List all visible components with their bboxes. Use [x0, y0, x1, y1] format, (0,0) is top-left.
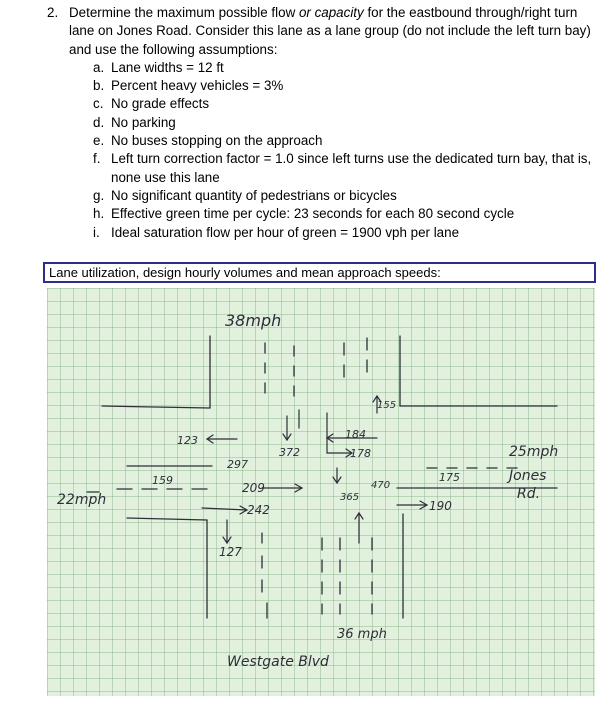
street-south: Westgate Blvd: [227, 654, 329, 670]
assumption-item: a. Lane widths = 12 ft: [93, 59, 224, 75]
volume-label: 372: [279, 446, 300, 459]
assumption-item: e. No buses stopping on the approach: [93, 133, 323, 149]
intersection-sketch: [47, 288, 595, 696]
volume-label: 123: [177, 434, 198, 447]
volume-label: 159: [152, 474, 173, 487]
assumption-item: f. Left turn correction factor = 1.0 since left turns use the dedicated turn bay, that is, none use this lane: [93, 151, 592, 185]
volume-label: 365: [340, 492, 360, 503]
volume-label: 127: [219, 545, 242, 559]
question-intro: [69, 4, 592, 59]
volume-label: 175: [439, 471, 460, 484]
street-east-line-1: Jones: [509, 468, 547, 484]
volume-label: 190: [429, 499, 452, 513]
volume-label: 155: [377, 400, 397, 411]
street-east-line-2: Rd.: [517, 486, 541, 502]
volume-label: 470: [371, 480, 391, 491]
volume-label: 297: [227, 458, 248, 471]
assumption-item: b. Percent heavy vehicles = 3%: [93, 78, 284, 94]
question-block: [47, 4, 592, 242]
speed-south: 36 mph: [337, 627, 387, 642]
intro-text-1: Determine the maximum possible flow: [69, 5, 299, 20]
assumption-list: [93, 59, 592, 242]
volume-label: 184: [345, 428, 366, 441]
assumption-item: i. Ideal saturation flow per hour of green = 1900 vph per lane: [93, 224, 460, 240]
volume-label: 242: [247, 503, 270, 517]
assumption-item: h. Effective green time per cycle: 23 seconds for each 80 second cycle: [93, 206, 515, 222]
assumption-item: d. No parking: [93, 114, 176, 130]
volume-label: 178: [350, 447, 371, 460]
assumption-item: g. No significant quantity of pedestrians or bicycles: [93, 187, 397, 203]
assumption-item: c. No grade effects: [93, 96, 210, 112]
question-number: 2.: [47, 5, 59, 20]
intro-text-2: for the eastbound through/right turn lane on Jones Road. Consider this lane as a lane group (do not include the left turn bay) and use the following assumptions:: [69, 5, 591, 57]
intro-italic: or capacity: [298, 5, 364, 20]
speed-east: 25mph: [509, 444, 559, 460]
volume-label: 209: [242, 481, 265, 495]
intersection-drawing: [47, 288, 595, 696]
speed-north: 38mph: [225, 311, 282, 330]
lane-utilization-heading: Lane utilization, design hourly volumes and mean approach speeds:: [43, 262, 596, 283]
speed-west: 22mph: [57, 492, 107, 508]
